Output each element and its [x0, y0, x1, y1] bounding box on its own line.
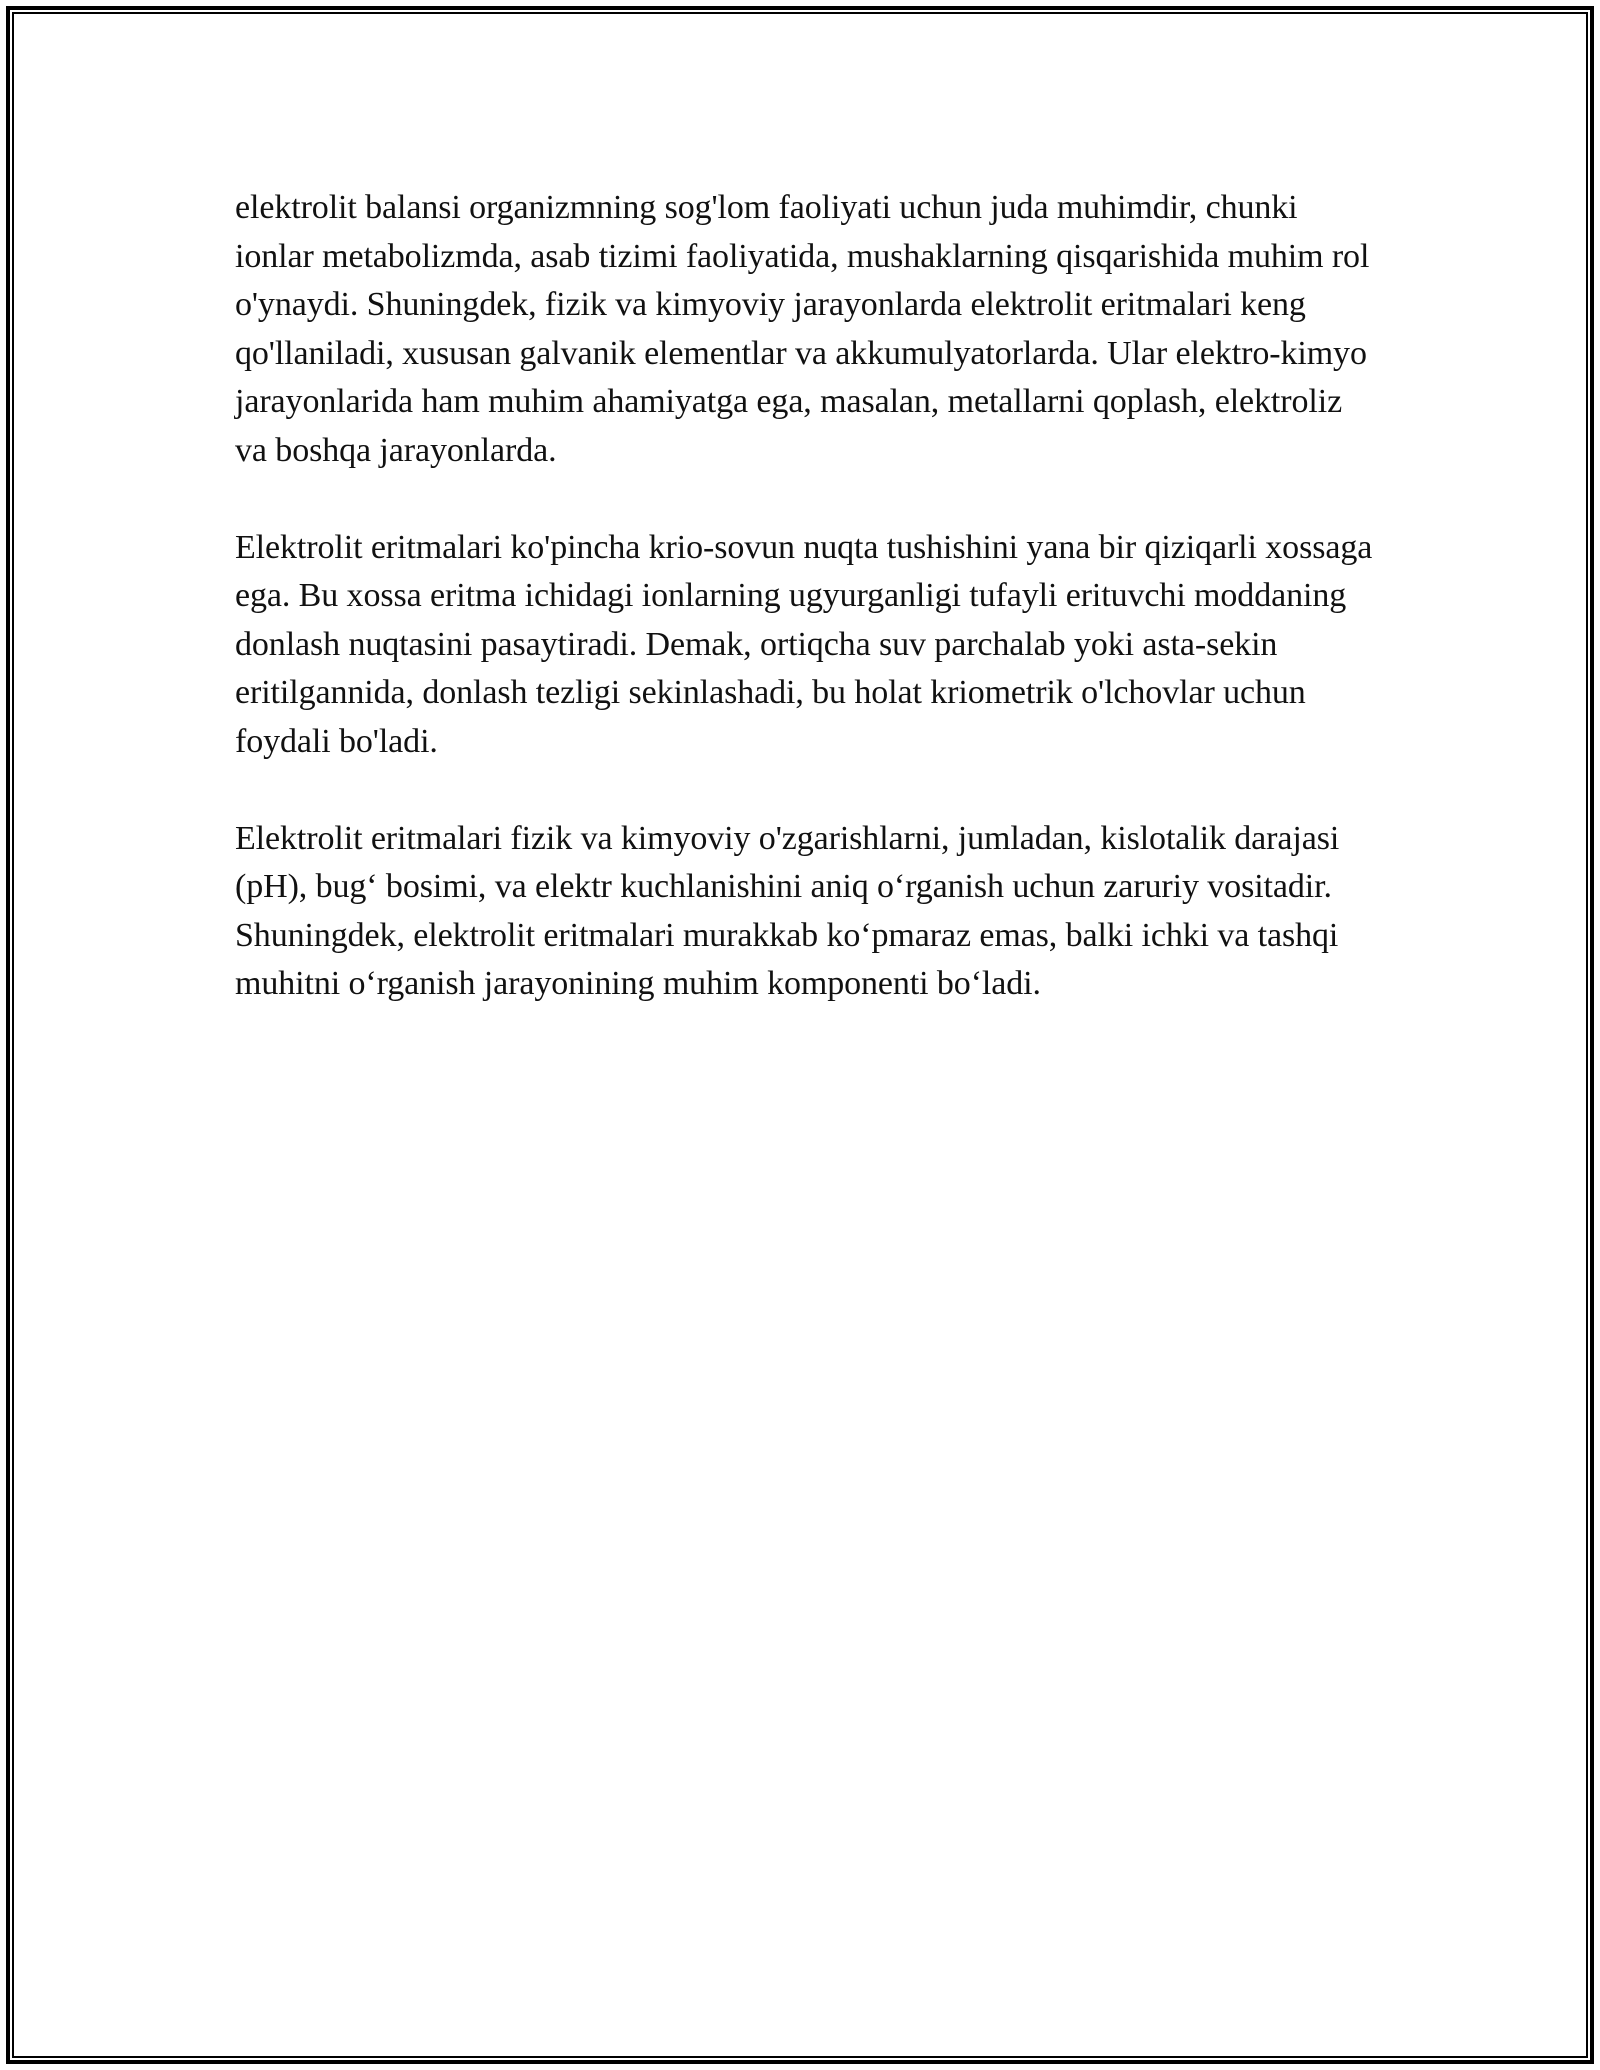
paragraph-2: Elektrolit eritmalari ko'pincha krio-sovun nuqta tushishini yana bir qiziqarli xossaga ega. Bu xossa eritma ichidagi ionlarning ugyurganligi tufayli erituvchi moddaning donlash nuqtasini pasaytiradi. Demak, ortiqcha suv parchalab yoki asta-sekin eritilgannida, donlash tezligi sekinlashadi, bu holat kriometrik o'lchovlar uchun foydali bo'ladi.: [235, 528, 1373, 760]
paragraph-3: Elektrolit eritmalari fizik va kimyoviy o'zgarishlarni, jumladan, kislotalik darajasi (pH), bug‘ bosimi, va elektr kuchlanishini aniq o‘rganish uchun zaruriy vositadir. Shuningdek, elektrolit eritmalari murakkab ko‘pmaraz emas, balki ichki va tashqi muhitni o‘rganish jarayonining muhim komponenti bo‘ladi.: [235, 819, 1340, 1002]
document-body: [235, 184, 1375, 1057]
paragraph-1: elektrolit balansi organizmning sog'lom faoliyati uchun juda muhimdir, chunki ionlar metabolizmda, asab tizimi faoliyatida, mushaklarning qisqarishida muhim rol o'ynaydi. Shuningdek, fizik va kimyoviy jarayonlarda elektrolit eritmalari keng qo'llaniladi, xususan galvanik elementlar va akkumulyatorlarda. Ular elektro-kimyo jarayonlarida ham muhim ahamiyatga ega, masalan, metallarni qoplash, elektroliz va boshqa jarayonlarda.: [235, 189, 1370, 469]
